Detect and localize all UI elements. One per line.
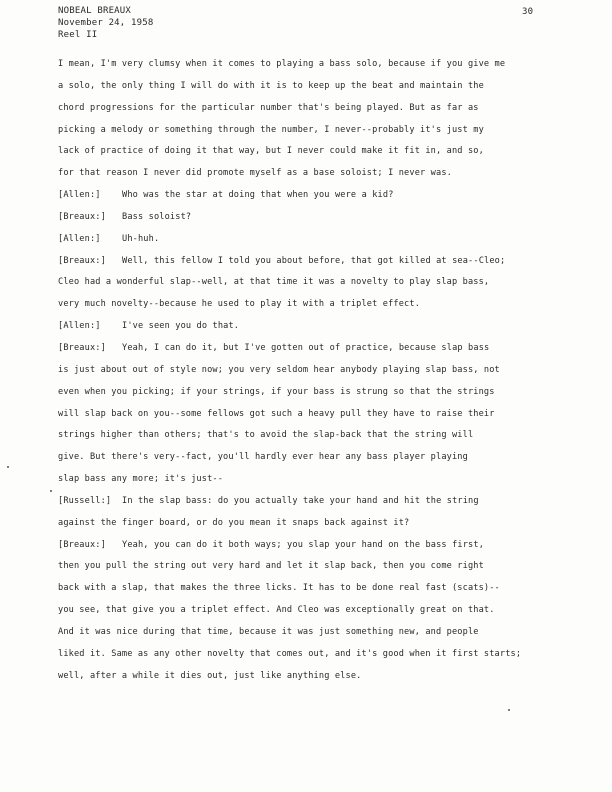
transcript-line (58, 54, 558, 76)
interviewee-name: NOBEAL BREAUX (58, 6, 132, 16)
transcript-line (58, 207, 558, 229)
transcript-line (58, 251, 558, 273)
line-text: strings higher than others; that's to avoid the slap-back that the string will (58, 430, 474, 441)
line-text: Bass soloist? (122, 211, 192, 222)
transcript-line (58, 666, 558, 688)
transcript-line (58, 578, 558, 600)
transcript-line (58, 272, 558, 294)
transcript-line (58, 425, 558, 447)
line-text: even when you picking; if your strings, if your bass is strung so that the strings (58, 386, 495, 397)
interview-date: November 24, 1958 (58, 18, 154, 28)
line-text: liked it. Same as any other novelty that comes out, and it's good when it first starts; (58, 648, 522, 659)
speaker-label: [Allen:] (58, 321, 101, 332)
transcript-line (58, 316, 558, 338)
line-text: then you pull the string out very hard and let it slap back, then you come right (58, 561, 484, 572)
speaker-label: [Breaux:] (58, 342, 106, 353)
line-text: Yeah, you can do it both ways; you slap your hand on the bass first, (122, 539, 485, 550)
transcript-line (58, 98, 558, 120)
line-text: you see, that give you a triplet effect. And Cleo was exceptionally great on that. (58, 605, 495, 616)
transcript-line (58, 404, 558, 426)
transcript-line (58, 294, 558, 316)
transcript-line (58, 556, 558, 578)
transcript-line (58, 141, 558, 163)
transcript-line (58, 382, 558, 404)
line-text: slap bass any more; it's just-- (58, 474, 224, 485)
transcript-line (58, 338, 558, 360)
line-text: back with a slap, that makes the three licks. It has to be done real fast (scats)-- (58, 583, 500, 594)
transcript-line (58, 513, 558, 535)
speaker-label: [Breaux:] (58, 211, 106, 222)
speaker-label: [Allen:] (58, 190, 101, 201)
page-number: 30 (522, 7, 534, 17)
transcript-body (58, 54, 558, 687)
line-text: Who was the star at doing that when you were a kid? (122, 190, 394, 201)
line-text: give. But there's very--fact, you'll hardly ever hear any bass player playing (58, 452, 468, 463)
transcript-line (58, 469, 558, 491)
line-text: Well, this fellow I told you about before, that got killed at sea--Cleo; (122, 255, 506, 266)
page-header (58, 5, 154, 41)
transcript-line (58, 163, 558, 185)
line-text: Cleo had a wonderful slap--well, at that time it was a novelty to play slap bass, (58, 277, 490, 288)
line-text: well, after a while it dies out, just like anything else. (58, 670, 362, 681)
line-text: will slap back on you--some fellows got such a heavy pull they have to raise their (58, 408, 495, 419)
transcript-line (58, 185, 558, 207)
speaker-label: [Allen:] (58, 233, 101, 244)
transcript-line (58, 491, 558, 513)
line-text: against the finger board, or do you mean it snaps back against it? (58, 517, 410, 528)
speaker-label: [Breaux:] (58, 255, 106, 266)
scan-speck (7, 466, 9, 468)
line-text: is just about out of style now; you very seldom hear anybody playing slap bass, not (58, 364, 500, 375)
line-text: for that reason I never did promote myself as a base soloist; I never was. (58, 168, 452, 179)
transcript-line (58, 360, 558, 382)
transcript-line (58, 622, 558, 644)
line-text: Yeah, I can do it, but I've gotten out of practice, because slap bass (122, 342, 490, 353)
line-text: I've seen you do that. (122, 321, 240, 332)
line-text: picking a melody or something through the number, I never--probably it's just my (58, 124, 484, 135)
transcript-line (58, 229, 558, 251)
line-text: I mean, I'm very clumsy when it comes to playing a bass solo, because if you give me (58, 59, 506, 69)
reel-label: Reel II (58, 30, 98, 40)
line-text: In the slap bass: do you actually take your hand and hit the string (122, 495, 479, 506)
line-text: very much novelty--because he used to play it with a triplet effect. (58, 299, 421, 310)
line-text: lack of practice of doing it that way, but I never could make it fit in, and so, (58, 146, 484, 157)
transcript-line (58, 120, 558, 142)
speaker-label: [Breaux:] (58, 539, 106, 550)
scan-speck (508, 709, 510, 711)
line-text: And it was nice during that time, because it was just something new, and people (58, 626, 479, 637)
transcript-line (58, 447, 558, 469)
scan-speck (50, 490, 52, 492)
line-text: Uh-huh. (122, 233, 160, 244)
line-text: a solo, the only thing I will do with it is to keep up the beat and maintain the (58, 80, 484, 91)
transcript-line (58, 644, 558, 666)
transcript-line (58, 535, 558, 557)
line-text: chord progressions for the particular number that's being played. But as far as (58, 102, 479, 113)
speaker-label: [Russell:] (58, 495, 112, 506)
transcript-line (58, 76, 558, 98)
transcript-line (58, 600, 558, 622)
